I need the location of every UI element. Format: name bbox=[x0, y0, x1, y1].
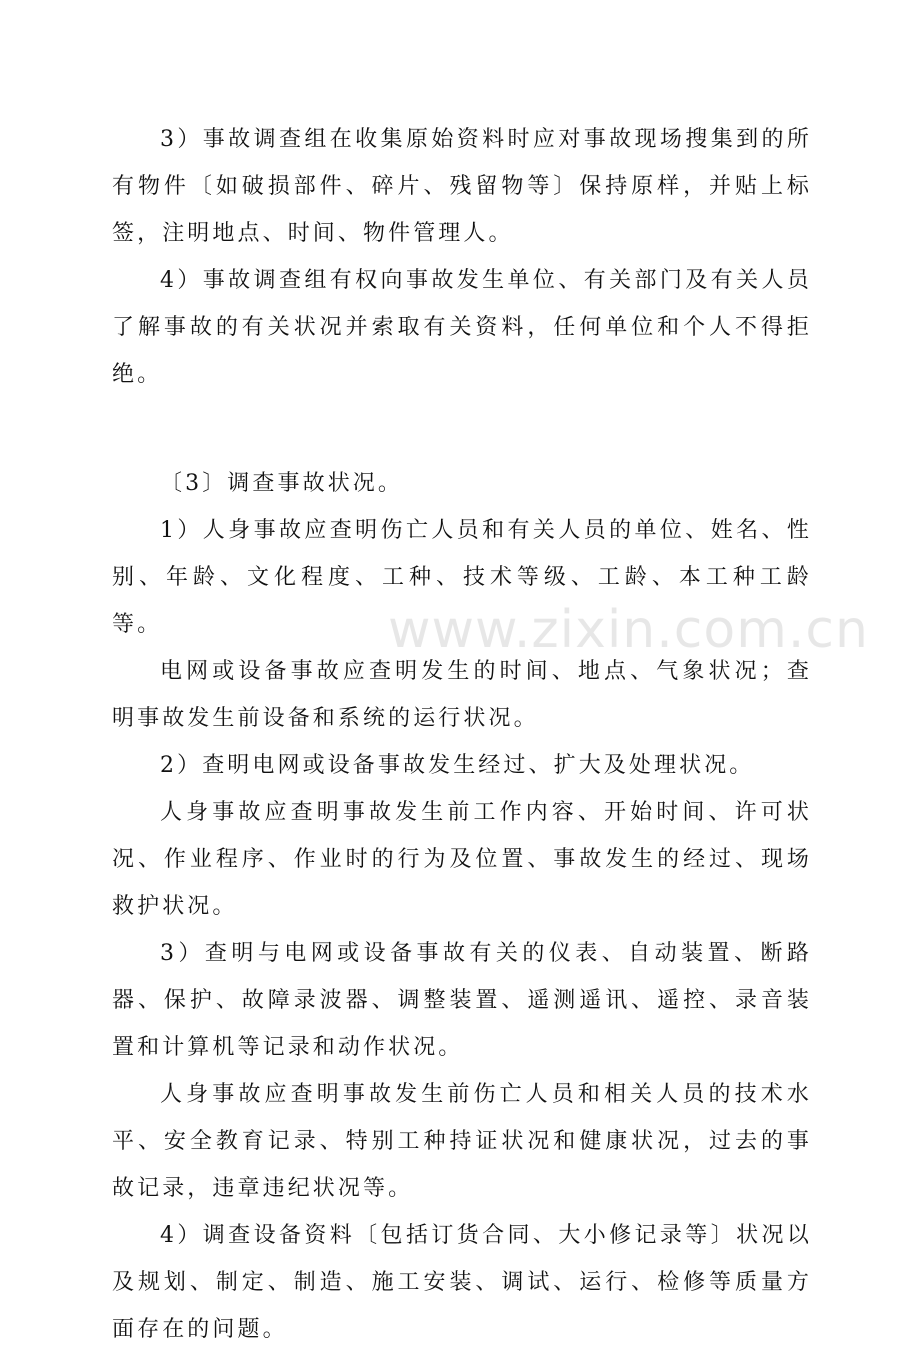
paragraph-grid-equipment-time: 电网或设备事故应查明发生的时间、地点、气象状况；查明事故发生前设备和系统的运行状况。 bbox=[112, 659, 812, 731]
paragraph-personal-accident-work: 人身事故应查明事故发生前工作内容、开始时间、许可状况、作业程序、作业时的行为及位置、事故发生的经过、现场救护状况。 bbox=[112, 800, 812, 919]
paragraph-gap bbox=[112, 398, 812, 460]
paragraph-instrument-records: 3）查明与电网或设备事故有关的仪表、自动装置、断路器、保护、故障录波器、调整装置、遥测遥讯、遥控、录音装置和计算机等记录和动作状况。 bbox=[112, 941, 812, 1060]
paragraph-personal-accident-info: 1）人身事故应查明伤亡人员和有关人员的单位、姓名、性别、年龄、文化程度、工种、技术等级、工龄、本工种工龄等。 bbox=[112, 518, 812, 637]
site-watermark: www.zixin.com.cn bbox=[388, 600, 869, 660]
paragraph-item-4-authority: 4）事故调查组有权向事故发生单位、有关部门及有关人员了解事故的有关状况并索取有关资料，任何单位和个人不得拒绝。 bbox=[112, 268, 812, 387]
paragraph-personal-accident-skills: 人身事故应查明事故发生前伤亡人员和相关人员的技术水平、安全教育记录、特别工种持证状况和健康状况，过去的事故记录，违章违纪状况等。 bbox=[112, 1082, 812, 1201]
section-heading: 〔3〕调查事故状况。 bbox=[160, 471, 403, 496]
paragraph-item-3-evidence: 3）事故调查组在收集原始资料时应对事故现场搜集到的所有物件〔如破损部件、碎片、残留物等〕保持原样，并贴上标签，注明地点、时间、物件管理人。 bbox=[112, 127, 812, 246]
paragraph-equipment-documents: 4）调查设备资料〔包括订货合同、大小修记录等〕状况以及规划、制定、制造、施工安装、调试、运行、检修等质量方面存在的问题。 bbox=[112, 1223, 812, 1342]
paragraph-grid-equipment-process: 2）查明电网或设备事故发生经过、扩大及处理状况。 bbox=[160, 753, 755, 778]
document-body bbox=[112, 116, 812, 1353]
